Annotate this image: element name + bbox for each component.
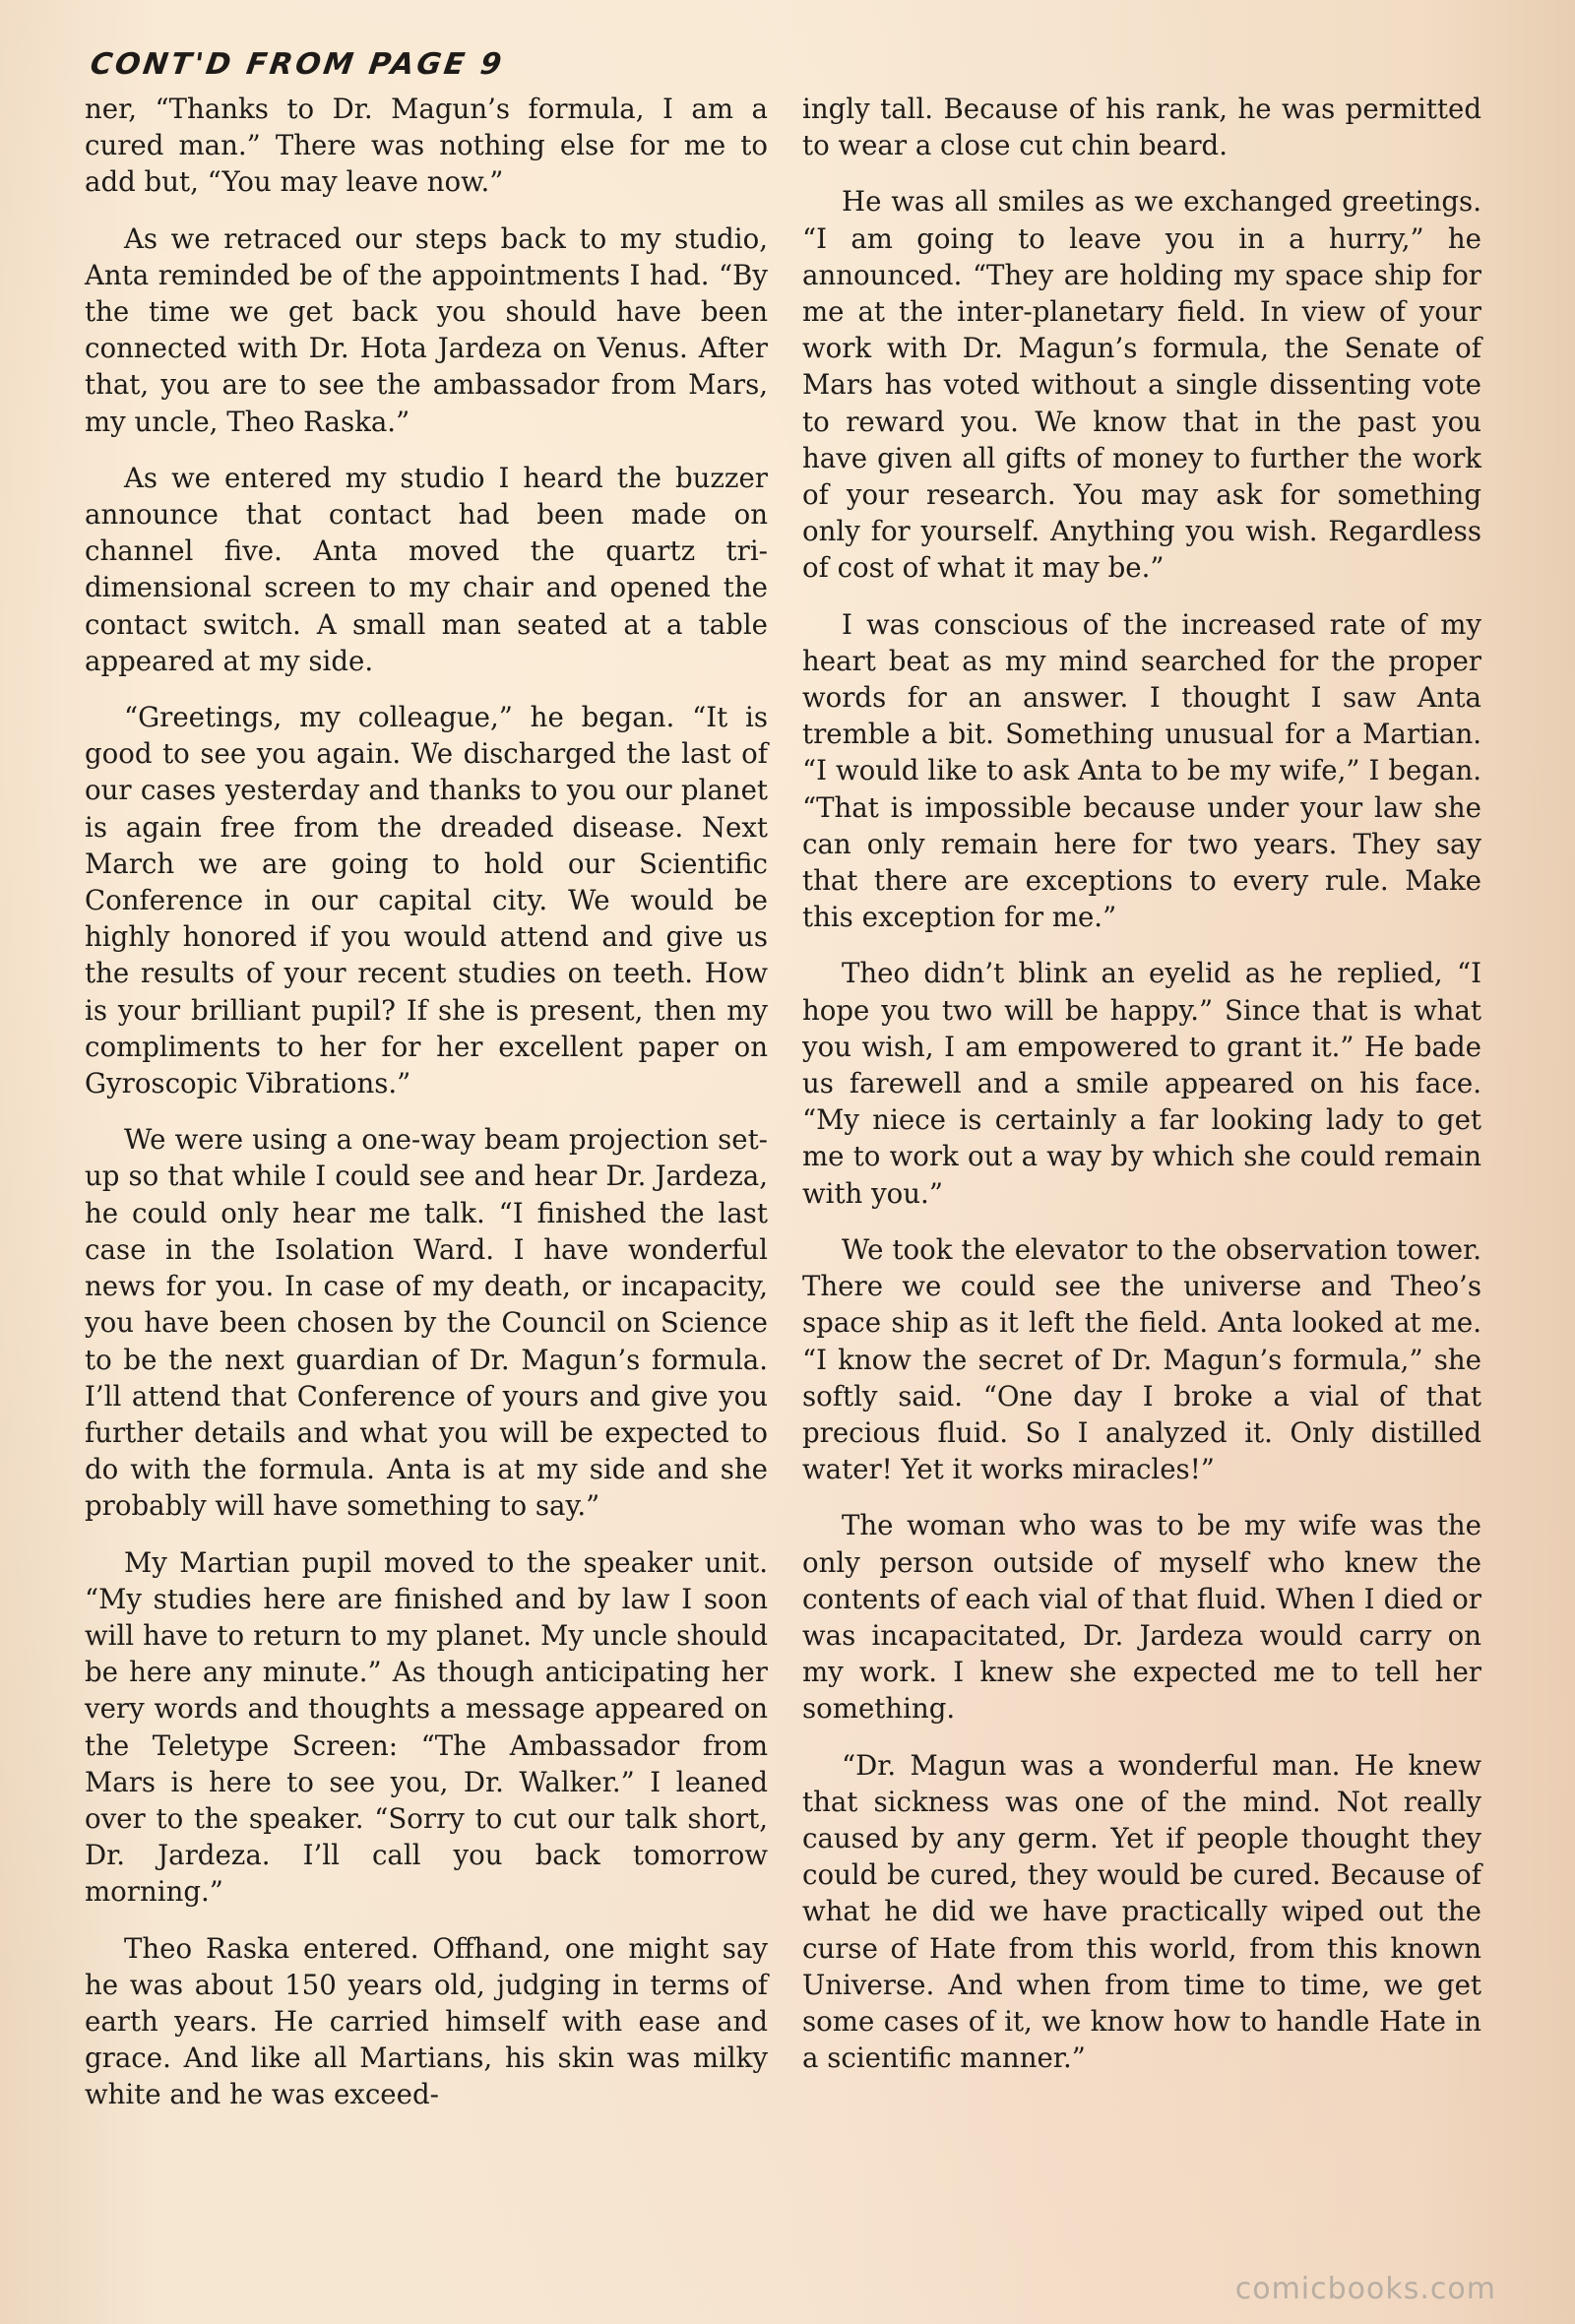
right-column	[802, 91, 1481, 2096]
paragraph: I was conscious of the increased rate of my heart beat as my mind searched for the proper words for an answer. I thought I saw Anta tremble a bit. Something unusual for a Martian. “I would like to ask Anta to be my wife,” I began. “That is impossible because under your law she can only remain here for two years. They say that there are exceptions to every rule. Make this exception for me.”	[802, 607, 1481, 934]
paragraph: “Dr. Magun was a wonderful man. He knew that sickness was one of the mind. Not really caused by any germ. Yet if people thought they could be cured, they would be cured. Because of what he did we have practically wiped out the curse of Hate from this world, from this known Universe. And when from time to time, we get some cases of it, we know how to handle Hate in a scientific manner.”	[802, 1748, 1481, 2075]
paragraph: He was all smiles as we exchanged greetings. “I am going to leave you in a hurry,” he announced. “They are holding my space ship for me at the inter-planetary field. In view of your work with Dr. Magun’s formula, the Senate of Mars has voted without a single dissenting vote to reward you. We know that in the past you have given all gifts of money to further the work of your research. You may ask for something only for yourself. Anything you wish. Regardless of cost of what it may be.”	[802, 185, 1481, 585]
paragraph: “Greetings, my colleague,” he began. “It is good to see you again. We discharged the last of our cases yesterday and thanks to you our planet is again free from the dreaded disease. Next March we are going to hold our Scientific Conference in our capital city. We would be highly honored if you would attend and give us the results of your recent studies on teeth. How is your brilliant pupil? If she is present, then my compliments to her for her excellent paper on Gyroscopic Vibrations.”	[85, 701, 768, 1100]
paragraph: Theo didn’t blink an eyelid as he replied, “I hope you two will be happy.” Since that is what you wish, I am empowered to grant it.” He bade us farewell and a smile appeared on his face. “My niece is certainly a far looking lady to get me to work out a way by which she could remain with you.”	[802, 957, 1481, 1210]
continued-header: CONT'D FROM PAGE 9	[88, 47, 507, 82]
paragraph: ingly tall. Because of his rank, he was permitted to wear a close cut chin beard.	[802, 93, 1481, 162]
paragraph: ner, “Thanks to Dr. Magun’s formula, I am a cured man.” There was nothing else for me to add but, “You may leave now.”	[85, 93, 768, 199]
paragraph: We took the elevator to the observation tower. There we could see the universe and Theo’s space ship as it left the field. Anta looked at me. “I know the secret of Dr. Magun’s formula,” she softly said. “One day I broke a vial of that precious fluid. So I analyzed it. Only distilled water! Yet it works miracles!”	[802, 1232, 1481, 1486]
paragraph: The woman who was to be my wife was the only person outside of myself who knew the contents of each vial of that fluid. When I died or was incapacitated, Dr. Jardeza would carry on my work. I knew she expected me to tell her something.	[802, 1509, 1481, 1726]
paragraph: As we retraced our steps back to my studio, Anta reminded be of the appointments I had. “By the time we get back you should have been connected with Dr. Hota Jardeza on Venus. After that, you are to see the ambassador from Mars, my uncle, Theo Raska.”	[85, 221, 768, 438]
left-column	[85, 91, 768, 2133]
watermark: comicbooks.com	[1234, 2272, 1496, 2306]
paragraph: My Martian pupil moved to the speaker unit. “My studies here are finished and by law I soon will have to return to my planet. My uncle should be here any minute.” As though anticipating her very words and thoughts a message appeared on the Teletype Screen: “The Ambassador from Mars is here to see you, Dr. Walker.” I leaned over to the speaker. “Sorry to cut our talk short, Dr. Jardeza. I’ll call you back tomorrow morning.”	[85, 1545, 768, 1909]
paragraph: Theo Raska entered. Offhand, one might say he was about 150 years old, judging in terms of earth years. He carried himself with ease and grace. And like all Martians, his skin was milky white and he was exceed-	[85, 1931, 768, 2111]
paragraph: As we entered my studio I heard the buzzer announce that contact had been made on channel five. Anta moved the quartz tri-dimensional screen to my chair and opened the contact switch. A small man seated at a table appeared at my side.	[85, 461, 768, 677]
paragraph: We were using a one-way beam projection set-up so that while I could see and hear Dr. Jardeza, he could only hear me talk. “I finished the last case in the Isolation Ward. I have wonderful news for you. In case of my death, or incapacity, you have been chosen by the Council on Science to be the next guardian of Dr. Magun’s formula. I’ll attend that Conference of yours and give you further details and what you will be expected to do with the formula. Anta is at my side and she probably will have something to say.”	[85, 1123, 768, 1523]
